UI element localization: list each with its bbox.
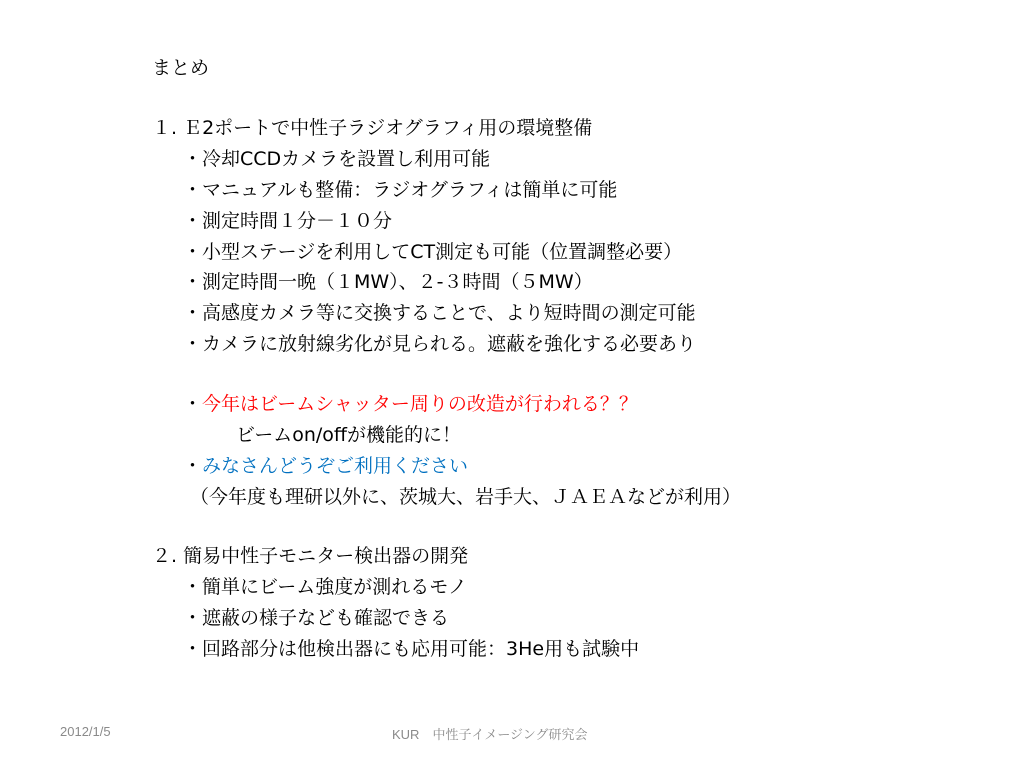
section1-heading: １. Ｅ2ポートで中性子ラジオグラフィ用の環境整備 [152,117,593,139]
footer-event: KUR 中性子イメージング研究会 [392,727,588,742]
bullet-marker: ・ [183,393,203,415]
bullet-marker: ・ [183,455,203,477]
bullet-item: ・簡単にビーム強度が測れるモノ [183,576,468,598]
bullet-item: ・遮蔽の様子なども確認できる [183,607,450,629]
bullet-item: ・冷却CCDカメラを設置し利用可能 [183,148,491,170]
slide-title: まとめ [152,57,210,79]
users-note: （今年度も理研以外に、茨城大、岩手大、ＪＡＥＡなどが利用） [190,486,742,508]
bullet-item: ・小型ステージを利用してCT測定も可能（位置調整必要） [183,241,683,263]
bullet-item: ・回路部分は他検出器にも応用可能：3He用も試験中 [183,638,640,660]
invite-text: みなさんどうぞご利用ください [202,455,469,477]
footer-date: 2012/1/5 [60,724,111,739]
invite-bullet [183,454,468,478]
section2-heading: ２. 簡易中性子モニター検出器の開発 [152,545,469,567]
beam-shutter-text: 今年はビームシャッター周りの改造が行われる？？ [202,393,638,415]
beam-shutter-bullet [183,392,638,416]
bullet-item: ・マニュアルも整備：ラジオグラフィは簡単に可能 [183,179,618,201]
bullet-item: ・測定時間一晩（１MW）、２-３時間（５MW） [183,271,593,293]
bullet-item: ・測定時間１分－１０分 [183,210,393,232]
bullet-item: ・カメラに放射線劣化が見られる。遮蔽を強化する必要あり [183,333,697,355]
beam-onoff-text: ビームon/offが機能的に！ [236,424,462,446]
bullet-item: ・高感度カメラ等に交換することで、より短時間の測定可能 [183,302,696,324]
